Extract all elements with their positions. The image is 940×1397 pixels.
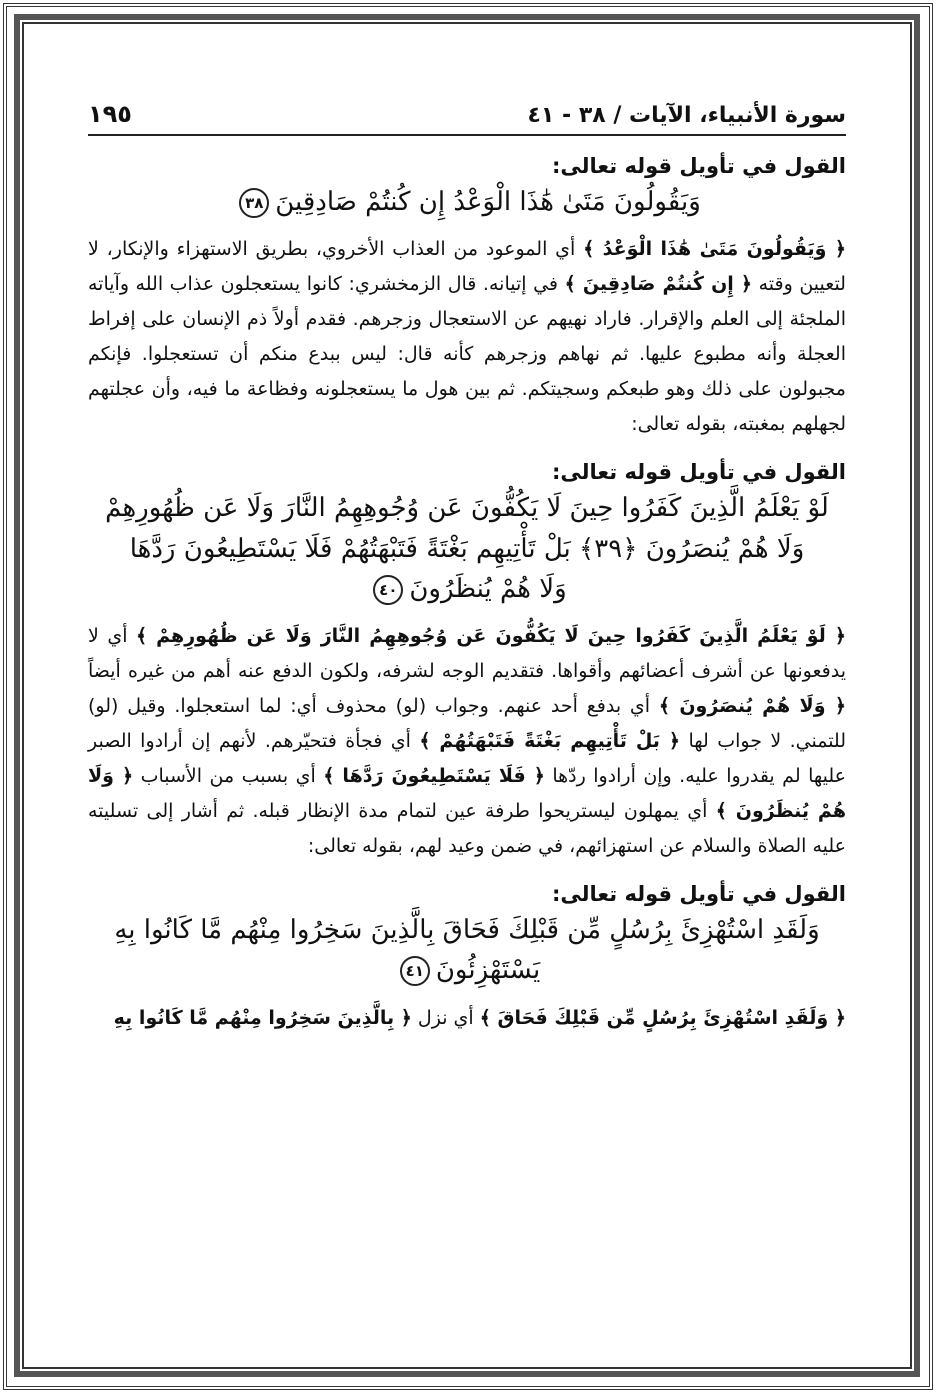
quran-verse	[88, 182, 846, 222]
quran-verse	[88, 910, 846, 991]
verse-line	[88, 950, 846, 990]
quoted-verse: ﴿ فَلَا يَسْتَطِيعُونَ رَدَّهَا ﴾	[323, 765, 545, 788]
verse-text: يَسْتَهْزِئُونَ	[435, 955, 541, 986]
verse-number-badge: ٤١	[400, 956, 430, 986]
section-heading: القول في تأويل قوله تعالى:	[552, 154, 846, 178]
commentary-text: أي يمهلون ليستريحوا طرفة عين لتمام مدة الإنظار قبله. ثم أشار إلى تسليته عليه الصلاة والسلام عن استهزائهم، في ضمن وعيد لهم، بقوله تعالى:	[88, 800, 846, 858]
section-heading: القول في تأويل قوله تعالى:	[552, 882, 846, 907]
verse-text: وَلَقَدِ اسْتُهْزِئَ بِرُسُلٍ مِّن قَبْلِكَ فَحَاقَ بِالَّذِينَ سَخِرُوا مِنْهُم مَّا كَانُوا بِهِ	[114, 915, 820, 946]
quoted-verse: ﴿ وَلَقَدِ اسْتُهْزِئَ بِرُسُلٍ مِّن قَبْلِكَ فَحَاقَ ﴾	[479, 1006, 846, 1029]
quoted-verse: ﴿ إِن كُنتُمْ صَادِقِينَ ﴾	[564, 273, 753, 296]
verse-line	[88, 182, 846, 222]
quoted-verse: ﴿ وَلَا هُمْ يُنصَرُونَ ﴾	[658, 695, 847, 718]
section-heading: القول في تأويل قوله تعالى:	[552, 460, 846, 485]
page-number: ١٩٥	[88, 100, 132, 128]
commentary-paragraph	[88, 619, 846, 864]
verse-line	[88, 529, 846, 569]
running-title: سورة الأنبياء، الآيات / ٣٨ - ٤١	[527, 103, 846, 128]
page-header	[88, 78, 846, 136]
verse-number-badge: ٣٨	[239, 188, 269, 218]
verse-number-badge: ٤٠	[373, 575, 403, 605]
quoted-verse: ﴿ وَيَقُولُونَ مَتَىٰ هَٰذَا الْوَعْدُ ﴾	[583, 238, 846, 261]
verse-line	[88, 569, 846, 609]
verse-line	[88, 488, 846, 528]
verse-text: وَلَا هُمْ يُنصَرُونَ ﴿٣٩﴾ بَلْ تَأْتِيهِم بَغْتَةً فَتَبْهَتُهُمْ فَلَا يَسْتَطِيعُونَ رَدَّهَا	[129, 533, 805, 564]
quoted-verse: ﴿ بِالَّذِينَ سَخِرُوا مِنْهُم مَّا كَانُوا بِهِ	[113, 1006, 412, 1029]
page-content	[88, 78, 846, 1328]
verse-text: وَيَقُولُونَ مَتَىٰ هَٰذَا الْوَعْدُ إِن كُنتُمْ صَادِقِينَ	[275, 187, 701, 217]
verse-text: وَلَا هُمْ يُنظَرُونَ	[409, 573, 567, 604]
quoted-verse: ﴿ لَوْ يَعْلَمُ الَّذِينَ كَفَرُوا حِينَ لَا يَكُفُّونَ عَن وُجُوهِهِمُ النَّارَ وَلَا عَن ظُهُورِهِمْ ﴾	[135, 625, 846, 648]
commentary-text: في إتيانه. قال الزمخشري: كانوا يستعجلون عذاب الله وآياته الملجئة إلى العلم والإقرار. فاراد نهيهم عن الاستعجال وزجرهم. فقدم أولاً ذم الإنسان على إفراط العجلة وأنه مطبوع عليها. ثم نهاهم وزجرهم كأنه قال: ليس ببدع منكم أن تستعجلوا. فإنكم مجبولون على ذلك وهو طبعكم وسجيتكم. ثم بين هول ما يستعجلونه وفظاعة ما فيه، وأن عجلتهم لجهلهم بمغبته، بقوله تعالى:	[88, 273, 846, 436]
commentary-text: أي لا يدفعونها عن أشرف أعضائهم وأقواها. فتقديم الوجه لشرفه، ولكون الدفع عنه أهم من غيره أيضاً	[88, 625, 846, 683]
quoted-verse: ﴿ بَلْ تَأْتِيهِم بَغْتَةً فَتَبْهَتُهُمْ ﴾	[419, 730, 681, 753]
verse-line	[88, 910, 846, 950]
commentary-paragraph	[88, 232, 846, 442]
quran-verse	[88, 488, 846, 609]
commentary-text: أي فجأة فتحيّرهم. لأنهم إن أرادوا الصبر عليها لم يقدروا عليه. وإن أرادوا ردّها	[88, 730, 846, 788]
commentary-text: أي بدفع أحد عنهم. وجواب (لو) محذوف أي: لما استعجلوا. وقيل (لو) للتمني. لا جواب لها	[88, 695, 847, 753]
commentary-paragraph	[88, 1001, 846, 1036]
commentary-text: أي نزل	[411, 1006, 480, 1029]
verse-text: لَوْ يَعْلَمُ الَّذِينَ كَفَرُوا حِينَ لَا يَكُفُّونَ عَن وُجُوهِهِمُ النَّارَ وَلَا عَن ظُهُورِهِمْ	[105, 493, 829, 524]
commentary-text: أي بسبب من الأسباب	[133, 765, 324, 788]
commentary-text: أي الموعود من العذاب الأخروي، بطريق الاستهزاء والإنكار، لا لتعيين وقته	[88, 238, 846, 296]
sections-container	[88, 154, 846, 1036]
quoted-verse: ﴿ وَلَا هُمْ يُنظَرُونَ ﴾	[88, 765, 846, 823]
